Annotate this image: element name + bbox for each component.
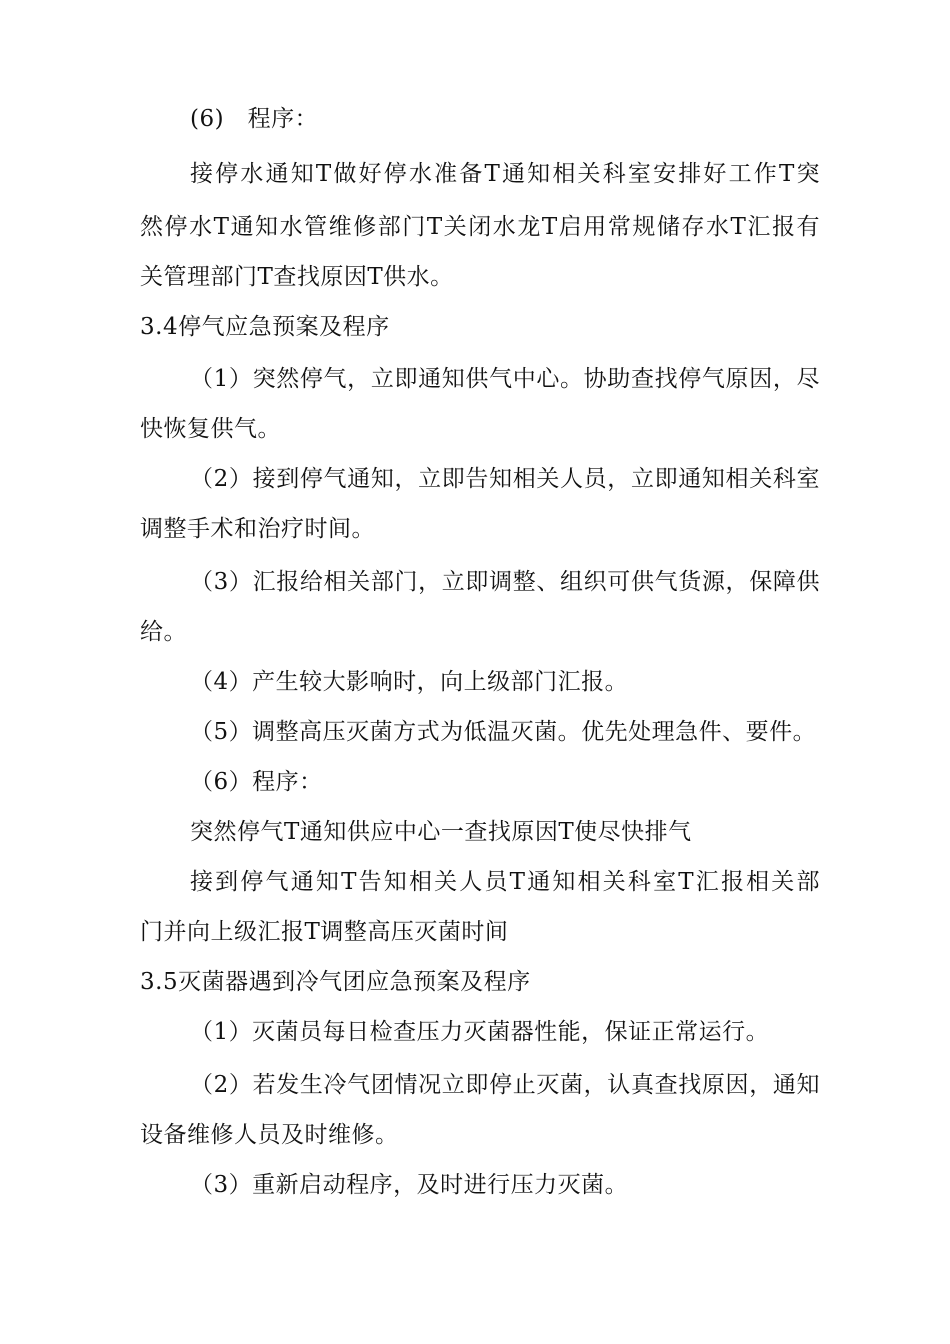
paragraph-line: （1）突然停气，立即通知供气中心。协助查找停气原因，尽	[190, 366, 820, 392]
paragraph-line: 快恢复供气。	[140, 416, 281, 442]
paragraph-line: 接到停气通知T告知相关人员T通知相关科室T汇报相关部	[190, 869, 820, 895]
paragraph-line: （5）调整高压灭菌方式为低温灭菌。优先处理急件、要件。	[190, 719, 817, 745]
paragraph-line: （6）程序：	[190, 769, 323, 795]
paragraph-line: 门并向上级汇报T调整高压灭菌时间	[140, 919, 509, 945]
paragraph-line: （1）灭菌员每日检查压力灭菌器性能，保证正常运行。	[190, 1019, 770, 1045]
paragraph-line: 接停水通知T做好停水准备T通知相关科室安排好工作T突	[190, 161, 820, 187]
paragraph-line: （3）汇报给相关部门，立即调整、组织可供气货源，保障供	[190, 569, 820, 595]
paragraph-line: （4）产生较大影响时，向上级部门汇报。	[190, 669, 629, 695]
paragraph-line: 设备维修人员及时维修。	[140, 1122, 399, 1148]
paragraph-line: 给。	[140, 619, 187, 645]
section-heading-3-4: 3.4停气应急预案及程序	[140, 314, 390, 340]
paragraph-line: （2）若发生冷气团情况立即停止灭菌，认真查找原因，通知	[190, 1072, 820, 1098]
paragraph-line: （3）重新启动程序，及时进行压力灭菌。	[190, 1172, 629, 1198]
paragraph-line: （2）接到停气通知，立即告知相关人员，立即通知相关科室	[190, 466, 820, 492]
paragraph-line: 然停水T通知水管维修部门T关闭水龙T启用常规储存水T汇报有	[140, 214, 820, 240]
paragraph-line: 调整手术和治疗时间。	[140, 516, 375, 542]
paragraph-line: 关管理部门T查找原因T供水。	[140, 264, 454, 290]
section-heading-3-5: 3.5灭菌器遇到冷气团应急预案及程序	[140, 969, 531, 995]
paragraph-line-heading-6: (6) 程序：	[190, 106, 319, 132]
paragraph-line: 突然停气T通知供应中心一查找原因T使尽快排气	[190, 819, 692, 845]
